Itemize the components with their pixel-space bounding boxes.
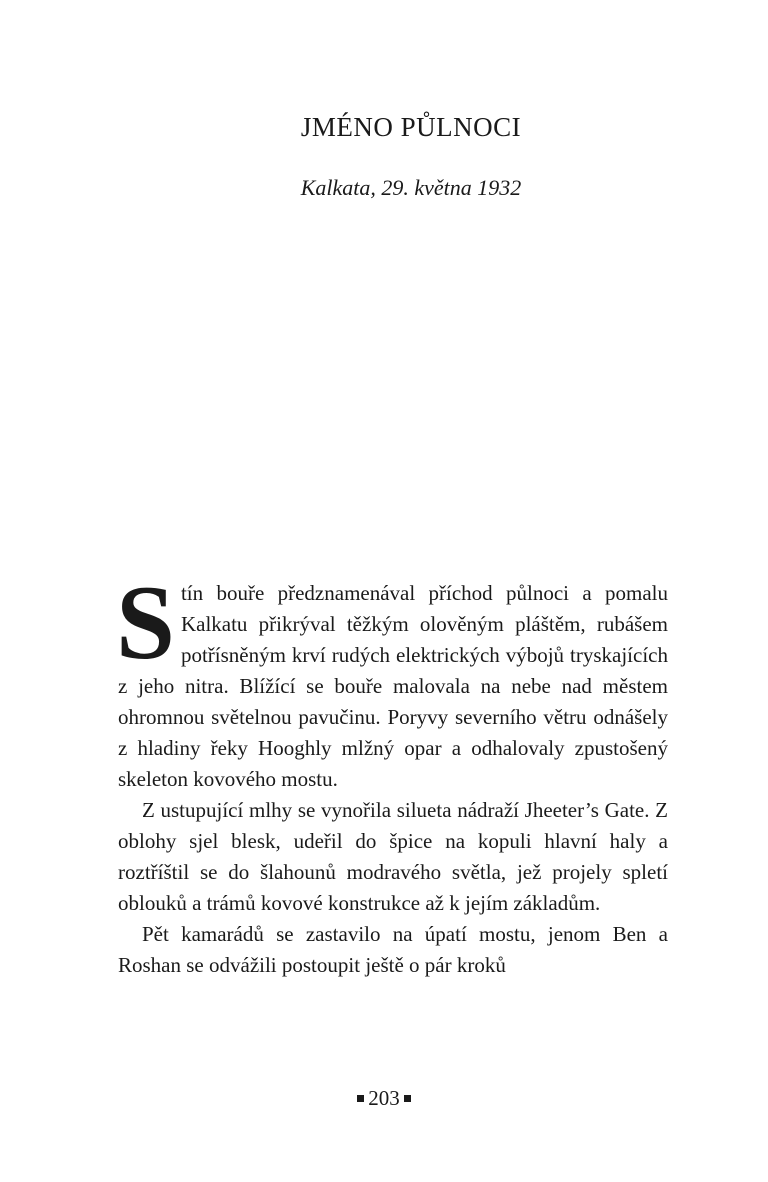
paragraph-1-text: tín bouře předznamenával příchod půlnoci a pomalu Kalkatu přikrýval těžkým olověným pláštěm, rubášem potřísněným krví rudých elektrických výbojů tryskajících z jeho nitra. Blížící se bouře malovala na nebe nad městem ohromnou světelnou pavučinu. Poryvy severního větru odnášely z hladiny řeky Hooghly mlžný opar a odhalovaly zpustošený skeleton kovového mostu. [118, 581, 668, 791]
paragraph-2: Z ustupující mlhy se vynořila silueta nádraží Jheeter’s Gate. Z oblohy sjel blesk, udeřil do špice na kopuli hlavní haly a roztříštil se do šlahounů modravého světla, jež projely spletí oblouků a trámů kovové konstrukce až k jejím základům. [118, 798, 668, 915]
chapter-subtitle: Kalkata, 29. května 1932 [300, 175, 522, 200]
chapter-title: JMÉNO PŮLNOCI [300, 112, 522, 142]
paragraph-1 [116, 564, 668, 795]
right-square-ornament-icon [404, 1095, 411, 1102]
paragraph-3: Pět kamarádů se zastavilo na úpatí mostu, jenom Ben a Roshan se odvážili postoupit ještě o pár kroků [118, 922, 668, 977]
left-square-ornament-icon [357, 1095, 364, 1102]
page-number-text: 203 [368, 1086, 400, 1110]
dropcap-letter: S [116, 564, 175, 681]
body-text [116, 564, 668, 981]
page-number [0, 1086, 768, 1111]
